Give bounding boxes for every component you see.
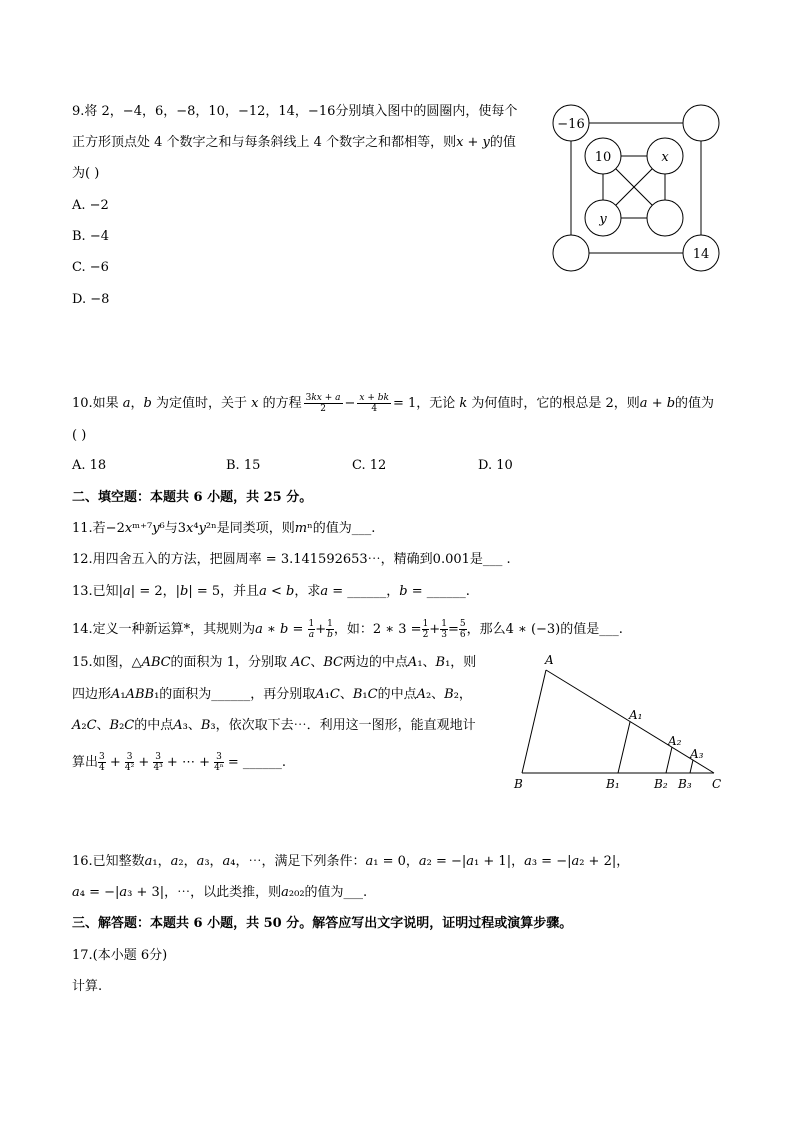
q15-line-4: 算出 $\frac{3}{4}$ + $\frac{3}{\text{4²}}$ + $\frac{3}{\text{4³}}$ + ⋯ + $\frac{3}{\text{4ⁿ}}$ = ______. xyxy=(72,752,287,773)
q14-eq: = xyxy=(447,622,459,637)
q16-line-1: 16.已知整数𝑎₁，𝑎₂，𝑎₃，𝑎₄，⋯，满足下列条件：𝑎₁ = 0，𝑎₂ = −|𝑎₁ + 1|，𝑎₃ = −|𝑎₂ + 2|， xyxy=(72,854,630,869)
q15-triangle-figure xyxy=(508,650,740,796)
q15-t1-den: 4 xyxy=(99,763,105,773)
q14 xyxy=(72,619,623,640)
fig-label-outer-tl: −16 xyxy=(557,117,585,132)
q10-minus: − xyxy=(344,396,356,411)
q15-t1-num: 3 xyxy=(99,752,105,762)
label-c: 𝐶 xyxy=(712,777,722,791)
q9-option-c: C. −6 xyxy=(72,260,109,275)
q15-t4-num: 3 xyxy=(216,752,222,762)
q9-line-1: 9.将 2，−4，6，−8，10，−12，14，−16分别填入图中的圆圈内，使每个 xyxy=(72,104,518,119)
label-a3: 𝐴₃ xyxy=(690,747,704,761)
side-ab xyxy=(522,670,546,773)
segment-a1b1 xyxy=(618,722,630,773)
q14-fraction-2 xyxy=(326,619,334,640)
q9-line-2: 正方形顶点处 4 个数字之和与每条斜线上 4 个数字之和都相等，则𝑥 + 𝑦的值 xyxy=(72,135,516,150)
q15-line-1: 15.如图，△𝐴𝐵𝐶的面积为 1，分别取 𝐴𝐶、𝐵𝐶两边的中点𝐴₁、𝐵₁，则 xyxy=(72,655,477,670)
segment-a3b3 xyxy=(690,760,693,773)
q11: 11.若−2𝑥ᵐ⁺⁷𝑦⁶与3𝑥⁴𝑦²ⁿ是同类项，则𝑚ⁿ的值为___. xyxy=(72,521,376,536)
q10-text-b: = 1，无论 𝑘 为何值时，它的根总是 2，则𝑎 + 𝑏的值为 xyxy=(392,396,715,411)
q10-line-2: ( ) xyxy=(72,428,87,443)
q14-fraction-5 xyxy=(459,619,467,640)
q15-t4-den: 4ⁿ xyxy=(214,763,224,773)
q16-line-2: 𝑎₄ = −|𝑎₃ + 3|，⋯，以此类推，则𝑎₂₀₂的值为___. xyxy=(72,885,368,900)
q17-title: 17.(本小题 6分) xyxy=(72,948,168,963)
q10-frac1-num: 3𝑘𝑥 + 𝑎 xyxy=(305,393,341,403)
label-a: 𝐴 xyxy=(545,653,554,667)
q9-option-a: A. −2 xyxy=(72,198,109,213)
q10-option-c: C. 12 xyxy=(352,458,387,473)
q10-frac2-den: 4 xyxy=(371,404,378,414)
q10-text-a: 10.如果 𝑎，𝑏 为定值时，关于 𝑥 的方程 xyxy=(72,396,302,411)
segment-a2b2 xyxy=(666,747,672,773)
q10-fraction-1 xyxy=(304,393,343,414)
q14-f4-num: 1 xyxy=(441,619,447,629)
q15-t2-den: 4² xyxy=(124,763,135,773)
q15-term-n xyxy=(214,752,224,773)
fig-label-inner-bl: 𝑦 xyxy=(599,212,607,227)
q14-f5-num: 5 xyxy=(459,619,466,629)
q15-line-3: 𝐴₂𝐶、𝐵₂𝐶的中点𝐴₃、𝐵₃，依次取下去⋯．利用这一图形，能直观地计 xyxy=(72,718,476,733)
q10-frac1-den: 2 xyxy=(320,404,326,414)
q10-option-b: B. 15 xyxy=(226,458,261,473)
q9-square-figure xyxy=(548,100,724,276)
q14-plus-2: + xyxy=(429,622,441,637)
q15-suffix: = ______. xyxy=(227,755,287,770)
circle-outer-tr xyxy=(683,105,719,141)
fig-label-inner-tr: 𝑥 xyxy=(661,150,669,165)
q10-option-d: D. 10 xyxy=(478,458,513,473)
section-2-heading: 二、填空题：本题共 6 小题，共 25 分。 xyxy=(72,490,313,505)
q10-frac2-num: 𝑥 + 𝑏𝑘 xyxy=(359,393,389,403)
q14-fraction-4 xyxy=(440,619,448,640)
fig-label-inner-tl: 10 xyxy=(594,150,612,165)
q15-t3-num: 3 xyxy=(155,752,161,762)
fig-label-outer-br: 14 xyxy=(692,247,710,262)
q15-term-2 xyxy=(125,752,134,773)
q10-fraction-2 xyxy=(357,393,391,414)
q14-f2-den: 𝑏 xyxy=(327,630,333,640)
q15-t2-num: 3 xyxy=(126,752,133,762)
q17-body: 计算. xyxy=(72,979,103,994)
q10-line-1 xyxy=(72,393,714,414)
label-b1: 𝐵₁ xyxy=(606,777,620,791)
label-b2: 𝐵₂ xyxy=(654,777,668,791)
q14-plus: + xyxy=(315,622,327,637)
q14-text-a: 14.定义一种新运算*，其规则为𝑎 ∗ 𝑏 = xyxy=(72,622,304,637)
q15-term-1 xyxy=(98,752,106,773)
label-b3: 𝐵₃ xyxy=(678,777,692,791)
q9-option-d: D. −8 xyxy=(72,292,110,307)
q12: 12.用四舍五入的方法，把圆周率 = 3.141592653⋯，精确到0.001是___ . xyxy=(72,552,511,567)
section-3-heading: 三、解答题：本题共 6 小题，共 50 分。解答应写出文字说明，证明过程或演算步骤。 xyxy=(72,916,573,931)
q14-f3-num: 1 xyxy=(422,619,429,629)
circle-outer-bl xyxy=(553,235,589,271)
q15-line-2: 四边形𝐴₁𝐴𝐵𝐵₁的面积为______，再分别取𝐴₁𝐶、𝐵₁𝐶的中点𝐴₂、𝐵₂， xyxy=(72,687,472,702)
q14-f1-den: 𝑎 xyxy=(308,630,315,640)
q15-prefix: 算出 xyxy=(72,755,99,770)
q14-f2-num: 1 xyxy=(327,619,333,629)
q14-text-c: ，那么4 ∗ (−3)的值是___. xyxy=(466,622,623,637)
q10-option-a: A. 18 xyxy=(72,458,107,473)
q14-f3-den: 2 xyxy=(422,630,429,640)
circle-inner-br xyxy=(647,200,683,236)
q15-dots: + ⋯ + xyxy=(166,755,210,770)
q14-text-b: ，如：2 ∗ 3 = xyxy=(333,622,422,637)
q15-term-3 xyxy=(153,752,162,773)
q14-f5-den: 6 xyxy=(459,630,466,640)
label-a1: 𝐴₁ xyxy=(629,708,643,722)
q15-t3-den: 4³ xyxy=(153,763,163,773)
q9-line-3: 为( ) xyxy=(72,166,100,181)
q9-option-b: B. −4 xyxy=(72,229,109,244)
label-a2: 𝐴₂ xyxy=(668,734,682,748)
q14-f4-den: 3 xyxy=(441,630,447,640)
q14-f1-num: 1 xyxy=(308,619,315,629)
q13: 13.已知|𝑎| = 2，|𝑏| = 5，并且𝑎 < 𝑏，求𝑎 = ______，𝑏 = ______. xyxy=(72,584,470,599)
label-b: 𝐵 xyxy=(514,777,523,791)
